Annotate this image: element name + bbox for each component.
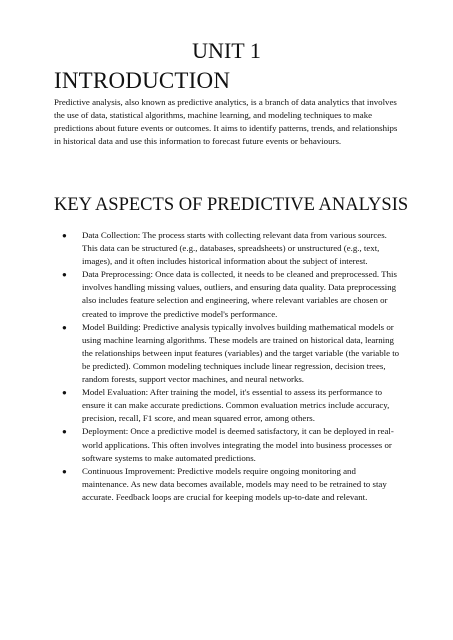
key-aspects-heading: KEY ASPECTS OF PREDICTIVE ANALYSIS	[54, 195, 409, 215]
list-item-text: Continuous Improvement: Predictive models require ongoing monitoring and maintenance. As new data becomes available, models may need to be retrained to stay accurate. Feedback loops are crucial for keeping models up-to-date and relevant.	[82, 465, 387, 502]
list-item	[62, 425, 402, 464]
bullet-icon: ●	[62, 231, 67, 240]
list-item	[62, 229, 402, 268]
bullet-icon: ●	[62, 270, 67, 280]
list-item	[62, 465, 402, 504]
unit-title: UNIT 1	[192, 38, 261, 63]
list-item-text: Model Evaluation: After training the model, it's essential to assess its performance to ensure it can make accurate predictions. Common evaluation metrics include accuracy, precision, recall, F1 score, and mean squared error, among others.	[82, 387, 390, 424]
introduction-heading: INTRODUCTION	[54, 68, 231, 93]
bullet-icon: ●	[62, 388, 67, 398]
list-item-text: Data Collection: The process starts with collecting relevant data from various sources. This data can be structured (e.g., databases, spreadsheets) or unstructured (e.g., text, images), and it often includes historical information about the subject of interest.	[82, 230, 387, 267]
list-item	[62, 321, 402, 386]
list-item-text: Model Building: Predictive analysis typically involves building mathematical models or using machine learning algorithms. These models are trained on historical data, learning the relationships between input features (variables) and the target variable (the variable to be predicted). Common modeling techniques include linear regression, decision trees, random forests, support vector machines, and neural networks.	[82, 321, 400, 385]
bullet-icon: ●	[62, 427, 67, 437]
bullet-icon: ●	[62, 322, 67, 332]
introduction-paragraph: Predictive analysis, also known as predictive analytics, is a branch of data analytics that involves the use of data, statistical algorithms, machine learning, and modeling techniques to make predictions about future events or outcomes. It aims to identify patterns, trends, and relationships in historical data and use this information to forecast future events or behaviours.	[54, 97, 398, 147]
list-item-text: Data Preprocessing: Once data is collected, it needs to be cleaned and preprocessed. This involves handling missing values, outliers, and ensuring data quality. Data preprocessing also includes feature selection and engineering, where relevant variables are chosen or created to improve the predictive model's performance.	[82, 269, 397, 319]
key-aspects-list	[62, 229, 402, 504]
bullet-icon: ●	[62, 466, 67, 476]
list-item-text: Deployment: Once a predictive model is deemed satisfactory, it can be deployed in real-world applications. This often involves integrating the model into business processes or software systems to make automated predictions.	[82, 426, 394, 463]
list-item	[62, 386, 402, 425]
list-item	[62, 268, 402, 320]
